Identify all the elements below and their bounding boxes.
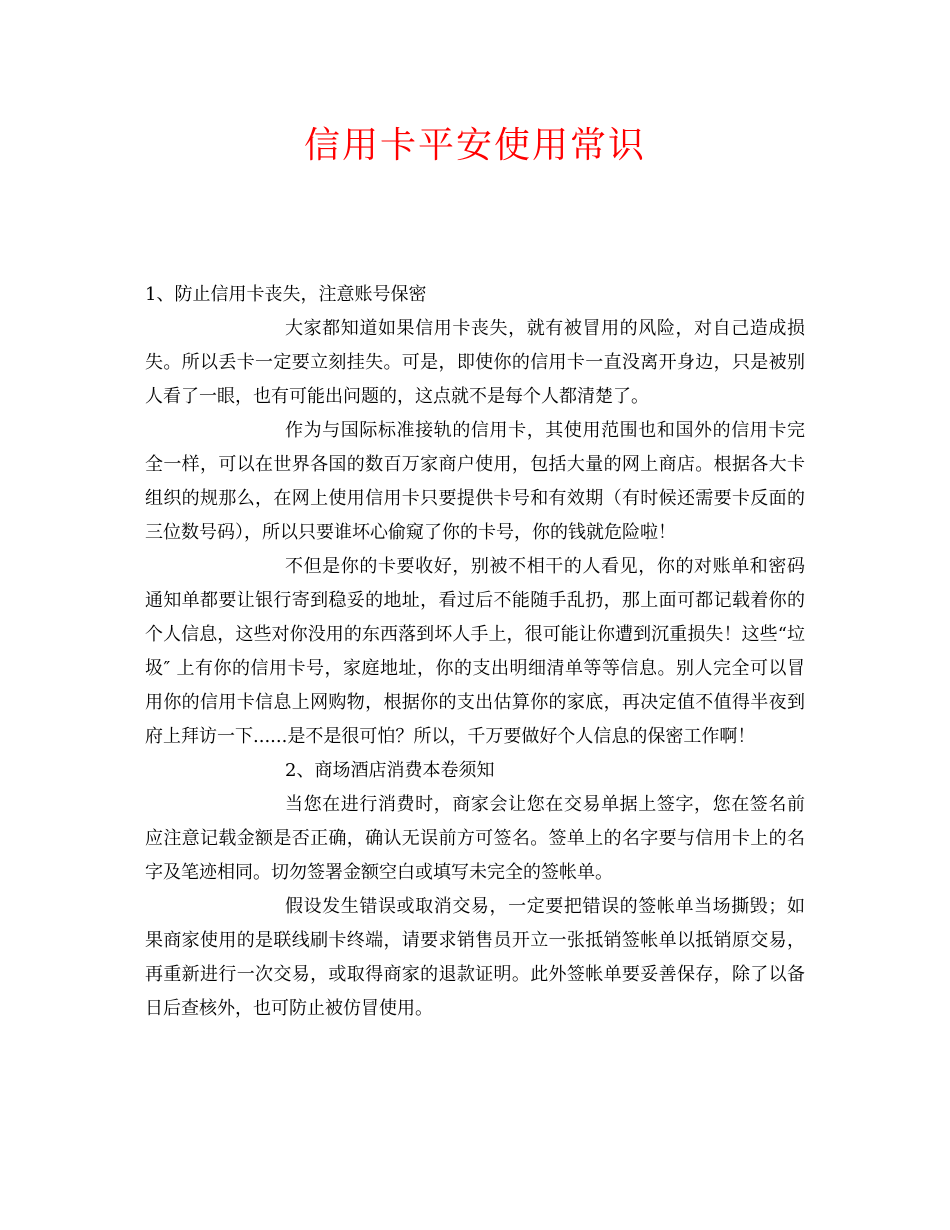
document-body: [145, 278, 805, 1026]
paragraph: 不但是你的卡要收好，别被不相干的人看见，你的对账单和密码通知单都要让银行寄到稳妥的地址，看过后不能随手乱扔，那上面可都记载着你的个人信息，这些对你没用的东西落到坏人手上，很可能让你遭到沉重损失！这些“垃圾″ 上有你的信用卡号，家庭地址，你的支出明细清单等等信息。别人完全可以冒用你的信用卡信息上网购物，根据你的支出估算你的家底，再决定值不值得半夜到府上拜访一下......是不是很可怕？所以，千万要做好个人信息的保密工作啊！: [145, 556, 805, 747]
paragraph: 作为与国际标准接轨的信用卡，其使用范围也和国外的信用卡完全一样，可以在世界各国的数百万家商户使用，包括大量的网上商店。根据各大卡组织的规那么，在网上使用信用卡只要提供卡号和有效期（有时候还需要卡反面的三位数号码），所以只要谁坏心偷窥了你的卡号，你的钱就危险啦！: [145, 420, 805, 543]
paragraph: 大家都知道如果信用卡丧失，就有被冒用的风险，对自己造成损失。所以丢卡一定要立刻挂失。可是，即使你的信用卡一直没离开身边，只是被别人看了一眼，也有可能出问题的，这点就不是每个人都清楚了。: [145, 318, 805, 407]
section-heading-2: 2、商场酒店消费本卷须知: [285, 760, 495, 781]
paragraph: 当您在进行消费时，商家会让您在交易单据上签字，您在签名前应注意记载金额是否正确，确认无误前方可签名。签单上的名字要与信用卡上的名字及笔迹相同。切勿签署金额空白或填写未完全的签帐单。: [145, 794, 805, 883]
section-heading-1: 1、防止信用卡丧失，注意账号保密: [145, 284, 427, 305]
document-title: 信用卡平安使用常识: [303, 125, 646, 166]
paragraph: 假设发生错误或取消交易，一定要把错误的签帐单当场撕毁；如果商家使用的是联线刷卡终端，请要求销售员开立一张抵销签帐单以抵销原交易，再重新进行一次交易，或取得商家的退款证明。此外签帐单要妥善保存，除了以备日后查核外，也可防止被仿冒使用。: [145, 896, 805, 1019]
